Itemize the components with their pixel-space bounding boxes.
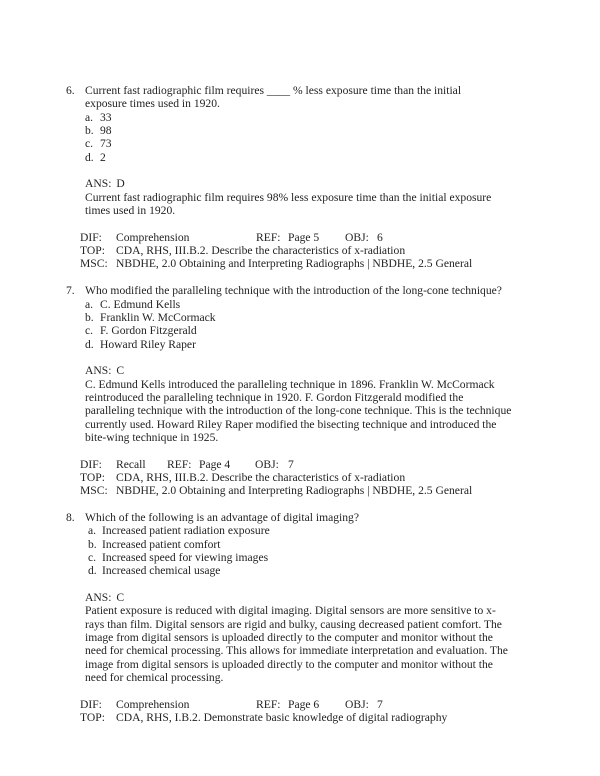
option-letter: d.	[88, 564, 97, 578]
option-item[interactable]	[0, 298, 600, 311]
msc-label: MSC:	[80, 257, 108, 271]
top-value: CDA, RHS, III.B.2. Describe the characteristics of x-radiation	[116, 470, 406, 484]
rationale-text: Patient exposure is reduced with digital imaging. Digital sensors are more sensitive to x-rays than film. Digital sensors are rigid and bulky, causing decreased patient comfort. The image from digital sensors is uploaded directly to the computer and monitor without the need for chemical processing. This allows for immediate interpretation and evaluation. The image from digital sensors is uploaded directly to the computer and monitor without the need for chemical processing.	[85, 604, 508, 685]
ref-value: Page 4	[199, 457, 231, 471]
option-item[interactable]	[0, 311, 600, 324]
meta-line-msc	[0, 257, 600, 270]
option-text: 2	[100, 150, 106, 164]
question-block	[0, 284, 600, 498]
option-letter: a.	[85, 297, 94, 311]
spacer	[0, 444, 600, 457]
question-number: 8.	[66, 511, 75, 524]
question-stem-text: Which of the following is an advantage of digital imaging?	[85, 511, 359, 524]
obj-value: 6	[377, 230, 383, 244]
option-item[interactable]	[0, 137, 600, 150]
question-block	[0, 511, 600, 725]
spacer	[0, 578, 600, 591]
rationale-text: Current fast radiographic film requires 98% less exposure time than the initial exposure times used in 1920.	[85, 190, 492, 218]
top-label: TOP:	[80, 711, 105, 725]
dif-value: Comprehension	[116, 697, 190, 711]
option-text: Increased chemical usage	[102, 564, 221, 578]
obj-value: 7	[288, 457, 294, 471]
option-item[interactable]	[0, 564, 600, 577]
option-item[interactable]	[0, 524, 600, 537]
spacer	[0, 271, 600, 284]
meta-line-dif	[0, 231, 600, 244]
option-text: Increased patient comfort	[102, 537, 221, 551]
question-block	[0, 84, 600, 271]
option-letter: a.	[88, 524, 97, 538]
meta-line-top	[0, 471, 600, 484]
top-label: TOP:	[80, 244, 105, 258]
option-item[interactable]	[0, 324, 600, 337]
answer-line	[0, 364, 600, 377]
option-text: 98	[100, 124, 112, 138]
option-item[interactable]	[0, 338, 600, 351]
obj-value: 7	[377, 697, 383, 711]
question-stem-text: Who modified the paralleling technique with the introduction of the long-cone technique?	[85, 284, 502, 298]
ref-label: REF:	[256, 697, 281, 711]
ref-value: Page 5	[288, 230, 320, 244]
dif-value: Comprehension	[116, 230, 190, 244]
dif-value: Recall	[116, 457, 146, 471]
spacer	[0, 164, 600, 177]
option-item[interactable]	[0, 538, 600, 551]
msc-label: MSC:	[80, 484, 108, 498]
meta-line-dif	[0, 698, 600, 711]
meta-line-msc	[0, 484, 600, 497]
obj-label: OBJ:	[255, 457, 279, 471]
spacer	[0, 351, 600, 364]
option-text: F. Gordon Fitzgerald	[100, 324, 197, 338]
rationale-text: C. Edmund Kells introduced the paralleling technique in 1896. Franklin W. McCormack reintroduced the paralleling technique in 1920. F. Gordon Fitzgerald modified the paralleling technique with the introduction of the long-cone technique. This is the technique currently used. Howard Riley Raper modified the bisecting technique and introduced the bite-wing technique in 1925.	[85, 377, 512, 444]
question-number: 6.	[66, 84, 75, 97]
option-text: 73	[100, 137, 112, 151]
option-item[interactable]	[0, 111, 600, 124]
option-letter: b.	[85, 124, 94, 138]
question-stem	[0, 284, 600, 297]
answer-value: C	[116, 364, 125, 378]
spacer	[0, 684, 600, 697]
dif-label: DIF:	[80, 697, 102, 711]
option-item[interactable]	[0, 151, 600, 164]
option-text: Increased patient radiation exposure	[102, 524, 270, 538]
answer-label: ANS:	[85, 591, 112, 605]
option-text: 33	[100, 110, 112, 124]
option-list	[0, 111, 600, 164]
question-stem	[0, 84, 600, 111]
option-letter: c.	[88, 551, 97, 565]
option-item[interactable]	[0, 124, 600, 137]
option-text: C. Edmund Kells	[100, 297, 181, 311]
meta-line-dif	[0, 458, 600, 471]
option-letter: d.	[85, 150, 94, 164]
option-text: Franklin W. McCormack	[100, 310, 216, 324]
option-letter: a.	[85, 110, 94, 124]
option-letter: b.	[85, 310, 94, 324]
spacer	[0, 498, 600, 511]
obj-label: OBJ:	[345, 697, 369, 711]
option-letter: d.	[85, 337, 94, 351]
answer-label: ANS:	[85, 177, 112, 191]
option-item[interactable]	[0, 551, 600, 564]
meta-line-top	[0, 711, 600, 724]
answer-label: ANS:	[85, 364, 112, 378]
dif-label: DIF:	[80, 457, 102, 471]
msc-value: NBDHE, 2.0 Obtaining and Interpreting Radiographs | NBDHE, 2.5 General	[116, 257, 473, 271]
ref-label: REF:	[167, 457, 192, 471]
option-text: Howard Riley Raper	[100, 337, 196, 351]
answer-line	[0, 177, 600, 190]
question-number: 7.	[66, 284, 75, 298]
option-list	[0, 524, 600, 577]
option-letter: c.	[85, 137, 94, 151]
meta-line-top	[0, 244, 600, 257]
spacer	[0, 217, 600, 230]
ref-value: Page 6	[288, 697, 320, 711]
question-stem	[0, 511, 600, 524]
option-letter: b.	[88, 537, 97, 551]
dif-label: DIF:	[80, 230, 102, 244]
ref-label: REF:	[256, 230, 281, 244]
obj-label: OBJ:	[345, 230, 369, 244]
option-letter: c.	[85, 324, 94, 338]
answer-value: D	[116, 177, 125, 191]
top-value: CDA, RHS, III.B.2. Describe the characteristics of x-radiation	[116, 244, 406, 258]
question-stem-text: Current fast radiographic film requires ____ % less exposure time than the initial exposure times used in 1920.	[85, 84, 462, 111]
answer-line	[0, 591, 600, 604]
answer-value: C	[116, 591, 125, 605]
top-label: TOP:	[80, 470, 105, 484]
top-value: CDA, RHS, I.B.2. Demonstrate basic knowledge of digital radiography	[116, 711, 448, 725]
msc-value: NBDHE, 2.0 Obtaining and Interpreting Radiographs | NBDHE, 2.5 General	[116, 484, 473, 498]
option-list	[0, 298, 600, 351]
option-text: Increased speed for viewing images	[102, 551, 269, 565]
